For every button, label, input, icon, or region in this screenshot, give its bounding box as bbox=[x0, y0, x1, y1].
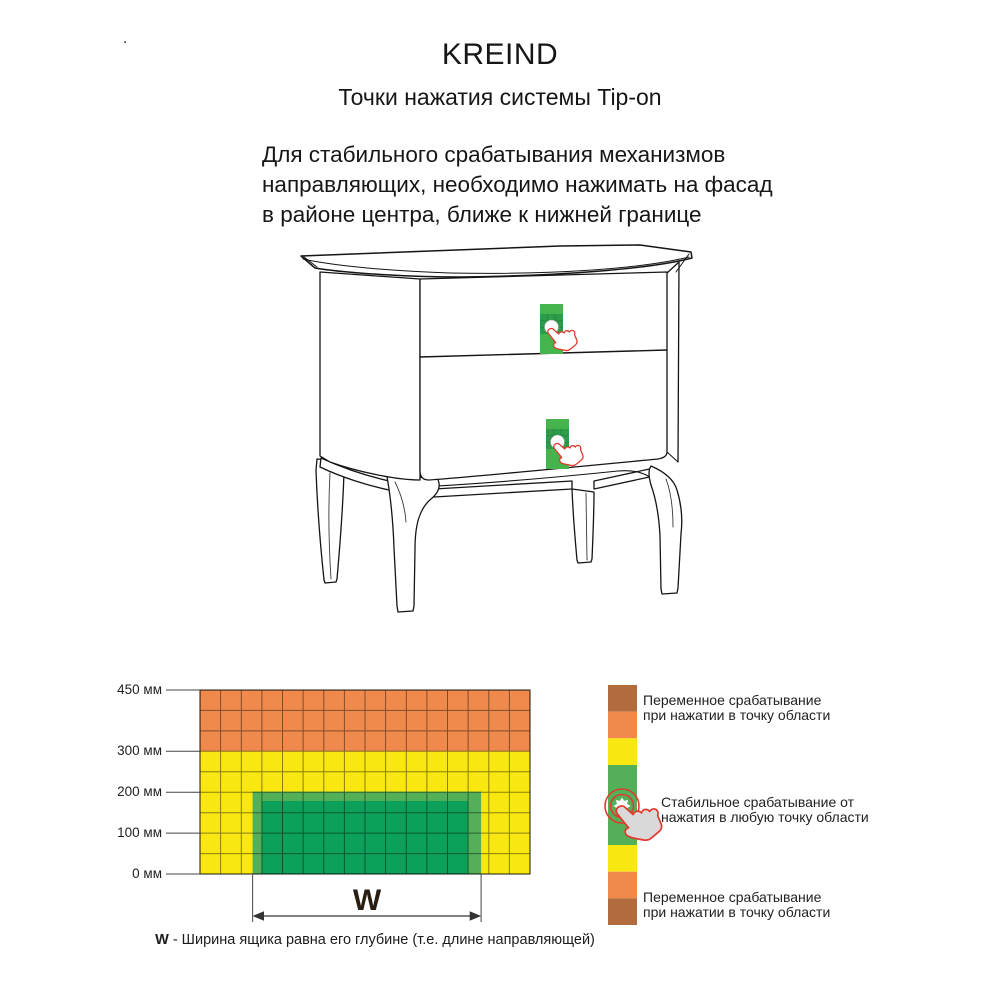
legend-seg-brown-top bbox=[608, 685, 637, 712]
legend-seg-orange-bottom bbox=[608, 872, 637, 899]
caption-bold-w: W bbox=[155, 932, 169, 948]
side-panel bbox=[320, 272, 420, 480]
y-tick-450: 450 мм bbox=[117, 682, 162, 697]
caption-text: - Ширина ящика равна его глубине (т.е. длине направляющей) bbox=[168, 932, 595, 948]
y-tick-0: 0 мм bbox=[132, 866, 162, 881]
intro-paragraph bbox=[262, 140, 773, 230]
legend-seg-yellow-top bbox=[608, 738, 637, 765]
page-title: KREIND bbox=[441, 38, 559, 71]
legend-label-middle-line2: нажатия в любую точку области bbox=[661, 809, 869, 825]
right-bottom-connector bbox=[667, 452, 678, 462]
intro-line: в районе центра, ближе к нижней границе bbox=[262, 202, 702, 227]
y-tick-200: 200 мм bbox=[117, 784, 162, 799]
chart-caption bbox=[130, 932, 620, 948]
y-tick-100: 100 мм bbox=[117, 825, 162, 840]
width-label: W bbox=[352, 884, 382, 917]
legend-label-bottom-line2: при нажатии в точку области bbox=[643, 904, 831, 920]
top-slab bbox=[301, 245, 692, 277]
front-left-leg bbox=[386, 471, 439, 612]
legend-label-bottom-line1: Переменное срабатывание bbox=[643, 889, 822, 905]
front-right-leg bbox=[649, 466, 682, 594]
legend-seg-orange-top bbox=[608, 712, 637, 739]
right-back-edge bbox=[678, 262, 679, 462]
legend-label-top-line1: Переменное срабатывание bbox=[643, 692, 822, 708]
legend-label-top-line2: при нажатии в точку области bbox=[643, 707, 831, 723]
nightstand-drawing bbox=[301, 245, 692, 612]
intro-line: Для стабильного срабатывания механизмов bbox=[262, 142, 726, 167]
legend-seg-brown-bottom bbox=[608, 898, 637, 925]
legend-seg-yellow-bottom bbox=[608, 845, 637, 872]
legend-label-middle-line1: Стабильное срабатывание от bbox=[661, 794, 855, 810]
page-subtitle: Точки нажатия системы Tip-on bbox=[338, 84, 662, 110]
width-arrowhead-left bbox=[253, 911, 264, 920]
y-tick-300: 300 мм bbox=[117, 743, 162, 758]
front-face bbox=[420, 272, 667, 480]
intro-line: направляющих, необходимо нажимать на фасад bbox=[262, 172, 773, 197]
axis-tick-lines bbox=[166, 690, 200, 874]
back-rail bbox=[434, 481, 572, 497]
width-arrowhead-right bbox=[470, 911, 481, 920]
corner-mark: . bbox=[123, 30, 128, 47]
back-right-leg bbox=[572, 489, 594, 563]
